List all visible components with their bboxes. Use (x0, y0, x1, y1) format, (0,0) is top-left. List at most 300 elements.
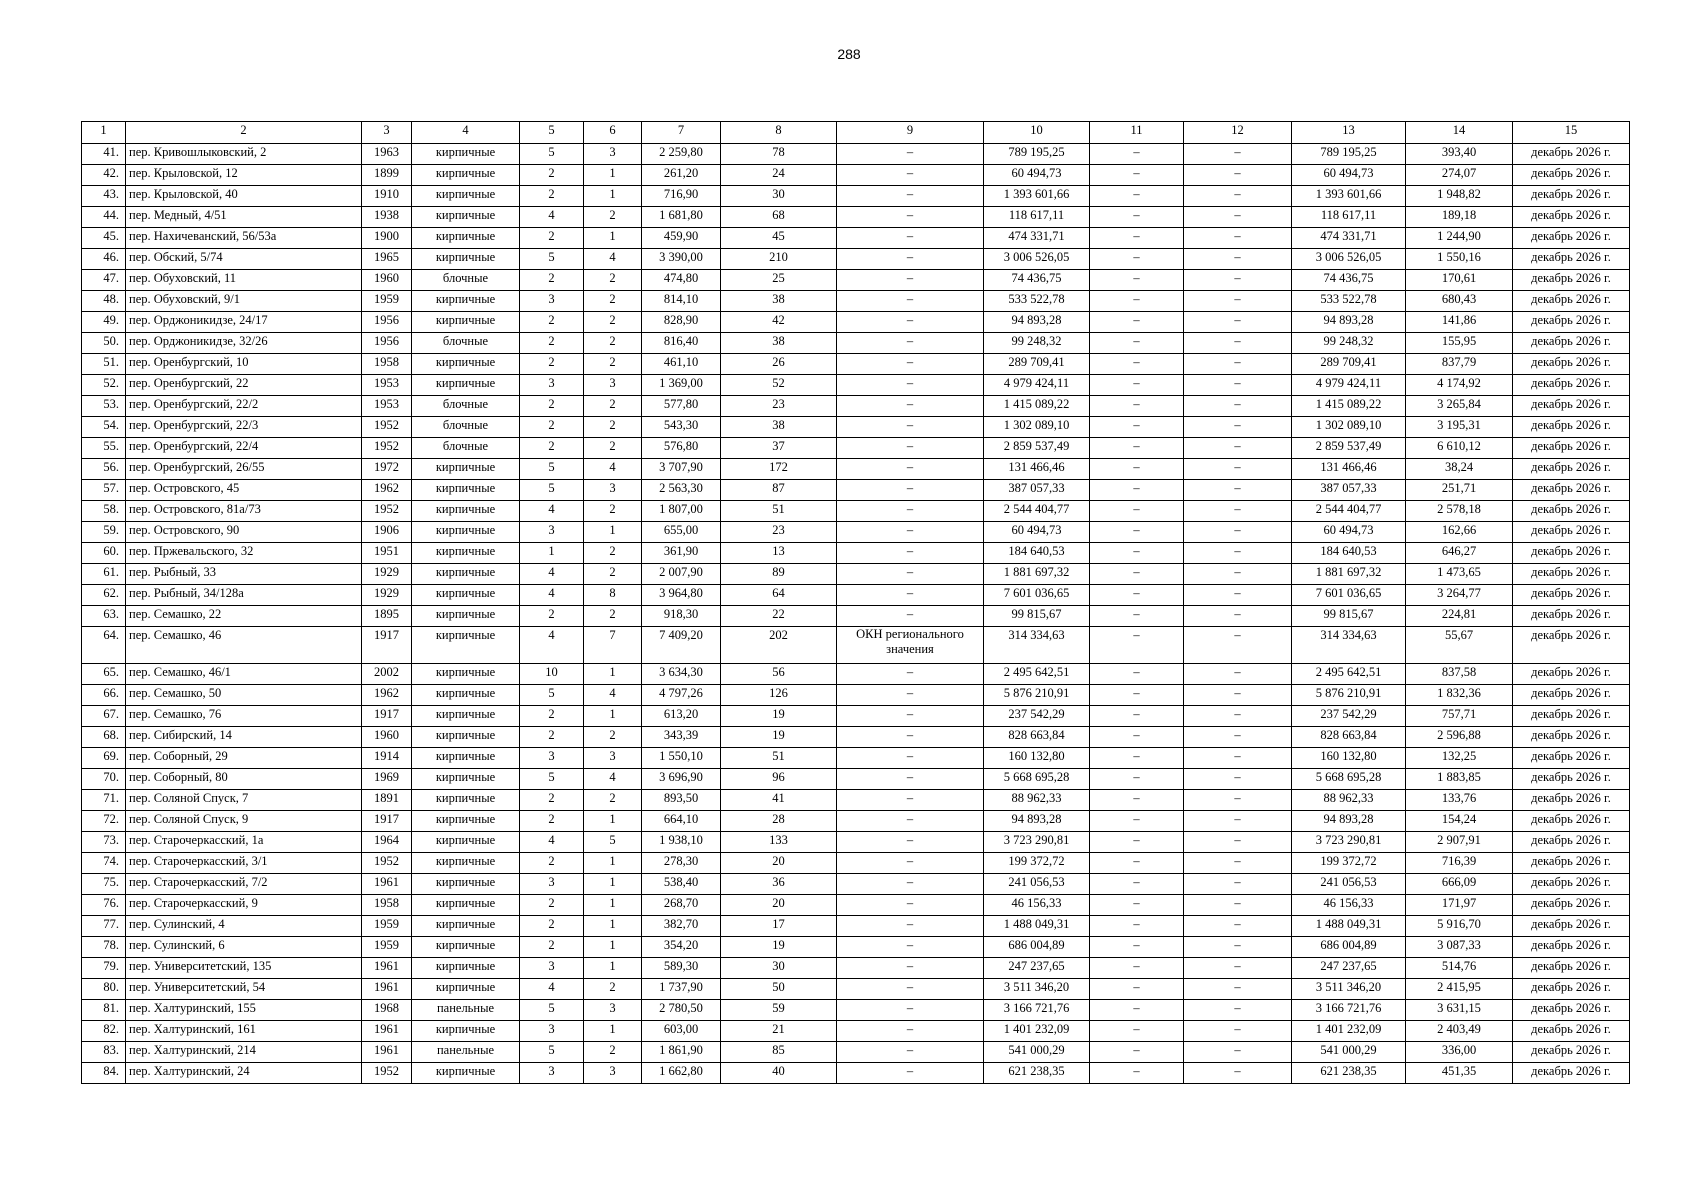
total-cost-cell: 387 057,33 (984, 480, 1090, 501)
total-cost-cell: 621 238,35 (984, 1063, 1090, 1084)
cost-col-13-cell: 94 893,28 (1292, 312, 1406, 333)
cost-per-sqm-cell: 1 832,36 (1406, 685, 1513, 706)
year-built-cell: 1900 (362, 228, 412, 249)
cost-col-11-cell: – (1090, 916, 1184, 937)
cost-per-sqm-cell: 141,86 (1406, 312, 1513, 333)
total-area-cell: 1 369,00 (642, 375, 721, 396)
column-header: 6 (584, 122, 642, 144)
year-built-cell: 1961 (362, 1021, 412, 1042)
residents-cell: 21 (721, 1021, 837, 1042)
address-cell: пер. Соляной Спуск, 7 (126, 790, 362, 811)
cost-col-12-cell: – (1184, 354, 1292, 375)
address-cell: пер. Семашко, 46/1 (126, 664, 362, 685)
year-built-cell: 1964 (362, 832, 412, 853)
table-row (82, 916, 1630, 937)
row-number-cell: 46. (82, 249, 126, 270)
row-number-cell: 60. (82, 543, 126, 564)
entrances-cell: 1 (584, 706, 642, 727)
floors-cell: 4 (520, 979, 584, 1000)
table-row (82, 501, 1630, 522)
cost-col-11-cell: – (1090, 375, 1184, 396)
wall-material-cell: кирпичные (412, 501, 520, 522)
row-number-cell: 45. (82, 228, 126, 249)
total-area-cell: 576,80 (642, 438, 721, 459)
row-number-cell: 84. (82, 1063, 126, 1084)
deadline-cell: декабрь 2026 г. (1513, 480, 1630, 501)
cost-col-12-cell: – (1184, 627, 1292, 664)
total-area-cell: 3 707,90 (642, 459, 721, 480)
cost-col-12-cell: – (1184, 853, 1292, 874)
table-row (82, 396, 1630, 417)
table-row (82, 1000, 1630, 1021)
residents-cell: 20 (721, 853, 837, 874)
heritage-status-cell: – (837, 291, 984, 312)
residents-cell: 87 (721, 480, 837, 501)
total-cost-cell: 3 723 290,81 (984, 832, 1090, 853)
table-row (82, 165, 1630, 186)
total-cost-cell: 1 488 049,31 (984, 916, 1090, 937)
year-built-cell: 1952 (362, 853, 412, 874)
wall-material-cell: кирпичные (412, 375, 520, 396)
deadline-cell: декабрь 2026 г. (1513, 228, 1630, 249)
year-built-cell: 1958 (362, 354, 412, 375)
floors-cell: 2 (520, 811, 584, 832)
wall-material-cell: кирпичные (412, 811, 520, 832)
floors-cell: 4 (520, 627, 584, 664)
total-cost-cell: 74 436,75 (984, 270, 1090, 291)
cost-col-13-cell: 4 979 424,11 (1292, 375, 1406, 396)
entrances-cell: 3 (584, 1000, 642, 1021)
entrances-cell: 1 (584, 1021, 642, 1042)
total-cost-cell: 241 056,53 (984, 874, 1090, 895)
table-header (82, 122, 1630, 144)
residents-cell: 51 (721, 748, 837, 769)
year-built-cell: 1962 (362, 480, 412, 501)
year-built-cell: 1895 (362, 606, 412, 627)
total-area-cell: 816,40 (642, 333, 721, 354)
cost-col-13-cell: 3 006 526,05 (1292, 249, 1406, 270)
total-cost-cell: 199 372,72 (984, 853, 1090, 874)
table-row (82, 832, 1630, 853)
total-cost-cell: 1 415 089,22 (984, 396, 1090, 417)
total-cost-cell: 160 132,80 (984, 748, 1090, 769)
year-built-cell: 1961 (362, 1042, 412, 1063)
entrances-cell: 3 (584, 748, 642, 769)
cost-col-12-cell: – (1184, 1042, 1292, 1063)
cost-per-sqm-cell: 680,43 (1406, 291, 1513, 312)
heritage-status-cell: – (837, 417, 984, 438)
cost-col-13-cell: 2 495 642,51 (1292, 664, 1406, 685)
heritage-status-cell: – (837, 895, 984, 916)
entrances-cell: 1 (584, 895, 642, 916)
floors-cell: 2 (520, 270, 584, 291)
housing-registry-table (81, 121, 1630, 1084)
total-cost-cell: 314 334,63 (984, 627, 1090, 664)
residents-cell: 68 (721, 207, 837, 228)
entrances-cell: 3 (584, 1063, 642, 1084)
cost-col-13-cell: 99 248,32 (1292, 333, 1406, 354)
row-number-cell: 67. (82, 706, 126, 727)
floors-cell: 2 (520, 228, 584, 249)
row-number-cell: 83. (82, 1042, 126, 1063)
cost-col-13-cell: 199 372,72 (1292, 853, 1406, 874)
floors-cell: 2 (520, 937, 584, 958)
row-number-cell: 65. (82, 664, 126, 685)
heritage-status-cell: – (837, 585, 984, 606)
cost-col-12-cell: – (1184, 522, 1292, 543)
year-built-cell: 1917 (362, 627, 412, 664)
total-area-cell: 893,50 (642, 790, 721, 811)
total-area-cell: 361,90 (642, 543, 721, 564)
cost-per-sqm-cell: 514,76 (1406, 958, 1513, 979)
year-built-cell: 1952 (362, 438, 412, 459)
entrances-cell: 3 (584, 144, 642, 165)
row-number-cell: 56. (82, 459, 126, 480)
total-cost-cell: 237 542,29 (984, 706, 1090, 727)
wall-material-cell: кирпичные (412, 1063, 520, 1084)
residents-cell: 78 (721, 144, 837, 165)
residents-cell: 85 (721, 1042, 837, 1063)
wall-material-cell: кирпичные (412, 144, 520, 165)
cost-col-13-cell: 621 238,35 (1292, 1063, 1406, 1084)
cost-per-sqm-cell: 2 415,95 (1406, 979, 1513, 1000)
wall-material-cell: кирпичные (412, 958, 520, 979)
cost-col-13-cell: 789 195,25 (1292, 144, 1406, 165)
floors-cell: 2 (520, 354, 584, 375)
entrances-cell: 2 (584, 438, 642, 459)
total-area-cell: 828,90 (642, 312, 721, 333)
year-built-cell: 1917 (362, 706, 412, 727)
cost-per-sqm-cell: 155,95 (1406, 333, 1513, 354)
floors-cell: 5 (520, 459, 584, 480)
total-area-cell: 3 390,00 (642, 249, 721, 270)
cost-col-12-cell: – (1184, 396, 1292, 417)
row-number-cell: 50. (82, 333, 126, 354)
residents-cell: 19 (721, 706, 837, 727)
floors-cell: 2 (520, 417, 584, 438)
cost-col-11-cell: – (1090, 249, 1184, 270)
residents-cell: 202 (721, 627, 837, 664)
total-area-cell: 664,10 (642, 811, 721, 832)
heritage-status-cell: – (837, 790, 984, 811)
cost-per-sqm-cell: 3 265,84 (1406, 396, 1513, 417)
cost-col-12-cell: – (1184, 790, 1292, 811)
total-area-cell: 2 007,90 (642, 564, 721, 585)
heritage-status-cell: ОКН регионального значения (837, 627, 984, 664)
deadline-cell: декабрь 2026 г. (1513, 396, 1630, 417)
wall-material-cell: кирпичные (412, 522, 520, 543)
total-cost-cell: 60 494,73 (984, 522, 1090, 543)
total-cost-cell: 7 601 036,65 (984, 585, 1090, 606)
cost-col-12-cell: – (1184, 207, 1292, 228)
cost-per-sqm-cell: 393,40 (1406, 144, 1513, 165)
floors-cell: 2 (520, 396, 584, 417)
total-cost-cell: 184 640,53 (984, 543, 1090, 564)
row-number-cell: 63. (82, 606, 126, 627)
total-cost-cell: 828 663,84 (984, 727, 1090, 748)
cost-col-13-cell: 3 723 290,81 (1292, 832, 1406, 853)
entrances-cell: 2 (584, 501, 642, 522)
cost-col-13-cell: 237 542,29 (1292, 706, 1406, 727)
floors-cell: 3 (520, 375, 584, 396)
address-cell: пер. Соборный, 80 (126, 769, 362, 790)
year-built-cell: 1953 (362, 396, 412, 417)
table-row (82, 186, 1630, 207)
cost-col-11-cell: – (1090, 706, 1184, 727)
entrances-cell: 2 (584, 333, 642, 354)
page-number: 288 (837, 46, 861, 62)
floors-cell: 3 (520, 291, 584, 312)
cost-col-13-cell: 46 156,33 (1292, 895, 1406, 916)
deadline-cell: декабрь 2026 г. (1513, 144, 1630, 165)
wall-material-cell: кирпичные (412, 564, 520, 585)
address-cell: пер. Старочеркасский, 7/2 (126, 874, 362, 895)
cost-per-sqm-cell: 2 403,49 (1406, 1021, 1513, 1042)
table-row (82, 790, 1630, 811)
row-number-cell: 66. (82, 685, 126, 706)
floors-cell: 5 (520, 769, 584, 790)
cost-per-sqm-cell: 837,79 (1406, 354, 1513, 375)
wall-material-cell: блочные (412, 438, 520, 459)
year-built-cell: 1959 (362, 291, 412, 312)
total-area-cell: 1 681,80 (642, 207, 721, 228)
total-area-cell: 261,20 (642, 165, 721, 186)
entrances-cell: 2 (584, 312, 642, 333)
floors-cell: 2 (520, 312, 584, 333)
total-cost-cell: 2 495 642,51 (984, 664, 1090, 685)
floors-cell: 4 (520, 207, 584, 228)
cost-col-12-cell: – (1184, 564, 1292, 585)
wall-material-cell: панельные (412, 1000, 520, 1021)
cost-col-12-cell: – (1184, 312, 1292, 333)
heritage-status-cell: – (837, 333, 984, 354)
table-row (82, 354, 1630, 375)
address-cell: пер. Университетский, 135 (126, 958, 362, 979)
entrances-cell: 2 (584, 606, 642, 627)
deadline-cell: декабрь 2026 г. (1513, 916, 1630, 937)
cost-col-12-cell: – (1184, 916, 1292, 937)
year-built-cell: 1959 (362, 916, 412, 937)
cost-col-11-cell: – (1090, 1000, 1184, 1021)
deadline-cell: декабрь 2026 г. (1513, 249, 1630, 270)
heritage-status-cell: – (837, 354, 984, 375)
deadline-cell: декабрь 2026 г. (1513, 664, 1630, 685)
entrances-cell: 2 (584, 270, 642, 291)
cost-per-sqm-cell: 189,18 (1406, 207, 1513, 228)
cost-col-12-cell: – (1184, 685, 1292, 706)
floors-cell: 2 (520, 895, 584, 916)
heritage-status-cell: – (837, 1021, 984, 1042)
column-header: 10 (984, 122, 1090, 144)
entrances-cell: 3 (584, 375, 642, 396)
cost-col-12-cell: – (1184, 832, 1292, 853)
cost-col-13-cell: 5 668 695,28 (1292, 769, 1406, 790)
address-cell: пер. Нахичеванский, 56/53а (126, 228, 362, 249)
cost-col-11-cell: – (1090, 144, 1184, 165)
residents-cell: 37 (721, 438, 837, 459)
table-row (82, 895, 1630, 916)
row-number-cell: 76. (82, 895, 126, 916)
total-area-cell: 2 259,80 (642, 144, 721, 165)
cost-col-13-cell: 3 166 721,76 (1292, 1000, 1406, 1021)
cost-col-13-cell: 247 237,65 (1292, 958, 1406, 979)
table-row (82, 727, 1630, 748)
heritage-status-cell: – (837, 706, 984, 727)
floors-cell: 3 (520, 748, 584, 769)
row-number-cell: 78. (82, 937, 126, 958)
row-number-cell: 74. (82, 853, 126, 874)
row-number-cell: 51. (82, 354, 126, 375)
residents-cell: 13 (721, 543, 837, 564)
cost-col-13-cell: 1 415 089,22 (1292, 396, 1406, 417)
heritage-status-cell: – (837, 207, 984, 228)
cost-col-13-cell: 184 640,53 (1292, 543, 1406, 564)
heritage-status-cell: – (837, 748, 984, 769)
deadline-cell: декабрь 2026 г. (1513, 501, 1630, 522)
residents-cell: 22 (721, 606, 837, 627)
row-number-cell: 72. (82, 811, 126, 832)
cost-col-12-cell: – (1184, 228, 1292, 249)
year-built-cell: 1961 (362, 874, 412, 895)
entrances-cell: 1 (584, 916, 642, 937)
total-area-cell: 1 861,90 (642, 1042, 721, 1063)
total-area-cell: 3 634,30 (642, 664, 721, 685)
residents-cell: 40 (721, 1063, 837, 1084)
floors-cell: 4 (520, 585, 584, 606)
entrances-cell: 4 (584, 459, 642, 480)
residents-cell: 30 (721, 958, 837, 979)
column-header: 5 (520, 122, 584, 144)
residents-cell: 50 (721, 979, 837, 1000)
wall-material-cell: кирпичные (412, 627, 520, 664)
residents-cell: 23 (721, 396, 837, 417)
floors-cell: 5 (520, 1042, 584, 1063)
wall-material-cell: блочные (412, 333, 520, 354)
cost-col-12-cell: – (1184, 375, 1292, 396)
total-area-cell: 2 780,50 (642, 1000, 721, 1021)
heritage-status-cell: – (837, 606, 984, 627)
table-row (82, 585, 1630, 606)
total-cost-cell: 46 156,33 (984, 895, 1090, 916)
deadline-cell: декабрь 2026 г. (1513, 874, 1630, 895)
total-cost-cell: 474 331,71 (984, 228, 1090, 249)
cost-per-sqm-cell: 757,71 (1406, 706, 1513, 727)
total-area-cell: 474,80 (642, 270, 721, 291)
table-row (82, 249, 1630, 270)
wall-material-cell: кирпичные (412, 916, 520, 937)
heritage-status-cell: – (837, 438, 984, 459)
table-row (82, 228, 1630, 249)
residents-cell: 59 (721, 1000, 837, 1021)
floors-cell: 2 (520, 853, 584, 874)
floors-cell: 1 (520, 543, 584, 564)
cost-col-11-cell: – (1090, 333, 1184, 354)
column-header: 1 (82, 122, 126, 144)
cost-col-13-cell: 60 494,73 (1292, 165, 1406, 186)
floors-cell: 5 (520, 1000, 584, 1021)
address-cell: пер. Рыбный, 33 (126, 564, 362, 585)
year-built-cell: 1958 (362, 895, 412, 916)
entrances-cell: 5 (584, 832, 642, 853)
cost-col-11-cell: – (1090, 354, 1184, 375)
table-row (82, 627, 1630, 664)
floors-cell: 5 (520, 144, 584, 165)
total-area-cell: 278,30 (642, 853, 721, 874)
cost-per-sqm-cell: 1 948,82 (1406, 186, 1513, 207)
address-cell: пер. Халтуринский, 24 (126, 1063, 362, 1084)
deadline-cell: декабрь 2026 г. (1513, 1000, 1630, 1021)
year-built-cell: 1910 (362, 186, 412, 207)
entrances-cell: 1 (584, 228, 642, 249)
column-header: 15 (1513, 122, 1630, 144)
cost-col-12-cell: – (1184, 706, 1292, 727)
year-built-cell: 1899 (362, 165, 412, 186)
cost-per-sqm-cell: 274,07 (1406, 165, 1513, 186)
row-number-cell: 58. (82, 501, 126, 522)
floors-cell: 4 (520, 501, 584, 522)
total-cost-cell: 1 302 089,10 (984, 417, 1090, 438)
cost-col-12-cell: – (1184, 501, 1292, 522)
cost-col-13-cell: 94 893,28 (1292, 811, 1406, 832)
table-row (82, 748, 1630, 769)
table-row (82, 291, 1630, 312)
cost-col-12-cell: – (1184, 333, 1292, 354)
row-number-cell: 70. (82, 769, 126, 790)
table-row (82, 937, 1630, 958)
table-row (82, 270, 1630, 291)
cost-col-12-cell: – (1184, 811, 1292, 832)
deadline-cell: декабрь 2026 г. (1513, 585, 1630, 606)
year-built-cell: 1914 (362, 748, 412, 769)
floors-cell: 2 (520, 790, 584, 811)
wall-material-cell: кирпичные (412, 585, 520, 606)
wall-material-cell: кирпичные (412, 874, 520, 895)
floors-cell: 3 (520, 874, 584, 895)
deadline-cell: декабрь 2026 г. (1513, 937, 1630, 958)
cost-col-13-cell: 474 331,71 (1292, 228, 1406, 249)
cost-col-11-cell: – (1090, 606, 1184, 627)
wall-material-cell: кирпичные (412, 480, 520, 501)
cost-col-12-cell: – (1184, 144, 1292, 165)
cost-col-12-cell: – (1184, 543, 1292, 564)
cost-col-12-cell: – (1184, 664, 1292, 685)
cost-col-11-cell: – (1090, 522, 1184, 543)
cost-per-sqm-cell: 154,24 (1406, 811, 1513, 832)
cost-col-12-cell: – (1184, 606, 1292, 627)
wall-material-cell: кирпичные (412, 312, 520, 333)
entrances-cell: 2 (584, 564, 642, 585)
total-cost-cell: 131 466,46 (984, 459, 1090, 480)
entrances-cell: 4 (584, 685, 642, 706)
table-row (82, 480, 1630, 501)
total-cost-cell: 3 006 526,05 (984, 249, 1090, 270)
total-area-cell: 1 807,00 (642, 501, 721, 522)
heritage-status-cell: – (837, 1042, 984, 1063)
cost-col-11-cell: – (1090, 396, 1184, 417)
total-area-cell: 1 737,90 (642, 979, 721, 1000)
cost-col-13-cell: 541 000,29 (1292, 1042, 1406, 1063)
cost-col-11-cell: – (1090, 480, 1184, 501)
wall-material-cell: кирпичные (412, 748, 520, 769)
entrances-cell: 2 (584, 790, 642, 811)
total-cost-cell: 247 237,65 (984, 958, 1090, 979)
address-cell: пер. Семашко, 22 (126, 606, 362, 627)
table-row (82, 312, 1630, 333)
floors-cell: 5 (520, 249, 584, 270)
heritage-status-cell: – (837, 543, 984, 564)
cost-col-11-cell: – (1090, 312, 1184, 333)
residents-cell: 24 (721, 165, 837, 186)
